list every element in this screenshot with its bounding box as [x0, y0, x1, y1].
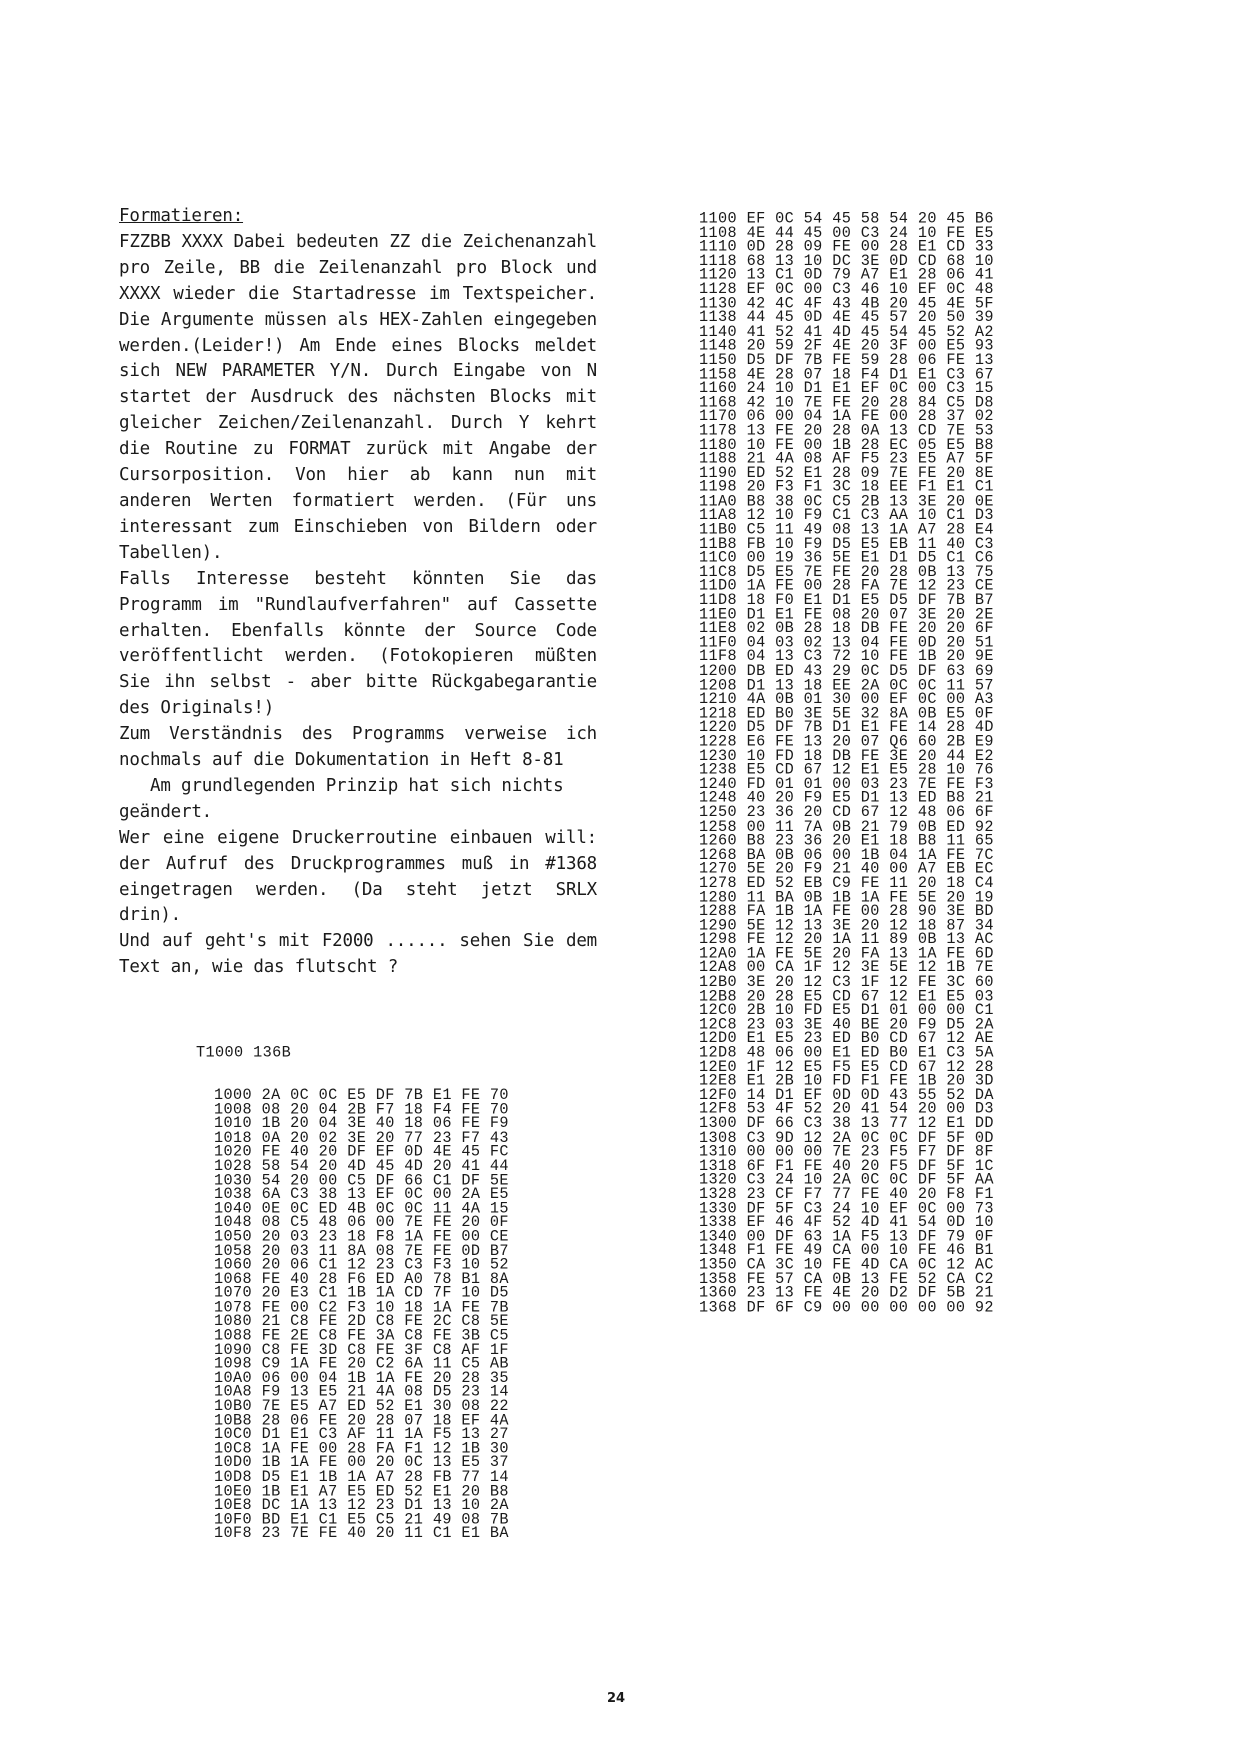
hex-dump-line: 12A8 00 CA 1F 12 3E 5E 12 1B 7E — [699, 958, 994, 977]
hex-dump-line: 1048 08 C5 48 06 00 7E FE 20 0F — [214, 1212, 509, 1232]
hex-dump-line: 1138 44 45 0D 4E 45 57 20 50 39 — [699, 307, 994, 327]
hex-dump-line: 1228 E6 FE 13 20 07 Q6 60 2B E9 — [699, 731, 994, 751]
hex-dump-line: 1130 42 4C 4F 43 4B 20 45 4E 5F — [699, 293, 994, 313]
hex-dump-line: 1340 00 DF 63 1A F5 13 DF 79 0F — [699, 1226, 994, 1246]
hex-dump-line: 1160 24 10 D1 E1 EF 0C 00 C3 15 — [699, 378, 994, 398]
hex-dump-line: 1108 4E 44 45 00 C3 24 10 FE E5 — [699, 223, 994, 242]
hex-dump-line: 1110 0D 28 09 FE 00 28 E1 CD 33 — [699, 237, 994, 256]
article-text — [119, 204, 597, 981]
hex-dump-line: 1310 00 00 00 7E 23 F5 F7 DF 8F — [699, 1141, 994, 1161]
hex-dump-line: 1250 23 36 20 CD 67 12 48 06 6F — [699, 802, 994, 822]
hex-dump-line: 12D8 48 06 00 E1 ED B0 E1 C3 5A — [699, 1042, 994, 1062]
hex-dump-line: 1190 ED 52 E1 28 09 7E FE 20 8E — [699, 463, 994, 483]
hex-dump-line: 1020 FE 40 20 DF EF 0D 4E 45 FC — [214, 1142, 509, 1161]
hex-dump-line: 10D0 1B 1A FE 00 20 0C 13 E5 37 — [214, 1453, 509, 1472]
hex-dump-line: 1098 C9 1A FE 20 C2 6A 11 C5 AB — [214, 1354, 509, 1373]
hex-dump-line: 1368 DF 6F C9 00 00 00 00 00 92 — [699, 1297, 994, 1317]
section-heading: Formatieren: — [119, 206, 244, 226]
hex-dump-line: 1158 4E 28 07 18 F4 D1 E1 C3 67 — [699, 364, 994, 384]
hex-dump-line: 1320 C3 24 10 2A 0C 0C DF 5F AA — [699, 1170, 994, 1189]
hex-dump-line: 10E8 DC 1A 13 12 23 D1 13 10 2A — [214, 1495, 509, 1515]
hex-dump-line: 1218 ED B0 3E 5E 32 8A 0B E5 0F — [699, 703, 994, 723]
hex-dump-line: 12C0 2B 10 FD E5 D1 01 00 00 C1 — [699, 1000, 994, 1020]
hex-dump-line: 1278 ED 52 EB C9 FE 11 20 18 C4 — [699, 873, 994, 893]
paragraph: Und auf geht's mit F2000 ...... sehen Sie dem Text an, wie das flutscht ? — [119, 931, 597, 978]
hex-dump-line: 1268 BA 0B 06 00 1B 04 1A FE 7C — [699, 845, 994, 864]
hex-dump-line: 1058 20 03 11 8A 08 7E FE 0D B7 — [214, 1241, 509, 1260]
hex-dump-line: 11B0 C5 11 49 08 13 1A A7 28 E4 — [699, 519, 994, 539]
hex-dump-line: 1240 FD 01 01 00 03 23 7E FE F3 — [699, 774, 994, 794]
hex-dump-line: 1060 20 06 C1 12 23 C3 F3 10 52 — [214, 1255, 509, 1274]
hex-dump-line: 1188 21 4A 08 AF F5 23 E5 A7 5F — [699, 449, 994, 468]
hex-dump-line: 1178 13 FE 20 28 0A 13 CD 7E 53 — [699, 420, 994, 440]
hex-dump-line: 1270 5E 20 F9 21 40 00 A7 EB EC — [699, 859, 994, 878]
dump-command: T1000 136B — [196, 1043, 292, 1062]
hex-dump-line: 12A0 1A FE 5E 20 FA 13 1A FE 6D — [699, 944, 994, 963]
hex-dump-line: 1358 FE 57 CA 0B 13 FE 52 CA C2 — [699, 1269, 994, 1288]
hex-dump-line: 1328 23 CF F7 77 FE 40 20 F8 F1 — [699, 1184, 994, 1204]
hex-dump-line: 1140 41 52 41 4D 45 54 45 52 A2 — [699, 321, 994, 341]
hex-dump-line: 1068 FE 40 28 F6 ED A0 78 B1 8A — [214, 1269, 509, 1289]
hex-dump-line: 10F0 BD E1 C1 E5 C5 21 49 08 7B — [214, 1509, 509, 1529]
hex-dump-line: 1118 68 13 10 DC 3E 0D CD 68 10 — [699, 251, 994, 271]
paragraph: Zum Verständnis des Programms verweise ich nochmals auf die Dokumentation in Heft 8-81 — [119, 724, 597, 771]
hex-dump-line: 1318 6F F1 FE 40 20 F5 DF 5F 1C — [699, 1156, 994, 1175]
hex-dump-line: 11C8 D5 E5 7E FE 20 28 0B 13 75 — [699, 562, 994, 582]
hex-dump-line: 10F8 23 7E FE 40 20 11 C1 E1 BA — [214, 1523, 509, 1543]
hex-dump-line: 1208 D1 13 18 EE 2A 0C 0C 11 57 — [699, 675, 994, 695]
hex-dump-line: 12D0 E1 E5 23 ED B0 CD 67 12 AE — [699, 1028, 994, 1048]
hex-dump-line: 11A0 B8 38 0C C5 2B 13 3E 20 0E — [699, 491, 994, 511]
hex-dump-line: 1258 00 11 7A 0B 21 79 0B ED 92 — [699, 816, 994, 836]
hex-dump-line: 1050 20 03 23 18 F8 1A FE 00 CE — [214, 1226, 509, 1246]
hex-dump-line: 1070 20 E3 C1 1B 1A CD 7F 10 D5 — [214, 1283, 509, 1303]
hex-dump-line: 1148 20 59 2F 4E 20 3F 00 E5 93 — [699, 336, 994, 355]
hex-dump-line: 1230 10 FD 18 DB FE 3E 20 44 E2 — [699, 746, 994, 765]
hex-dump-left — [196, 1018, 509, 1541]
hex-dump-line: 1330 DF 5F C3 24 10 EF 0C 00 73 — [699, 1198, 994, 1218]
hex-dump-line: 1288 FA 1B 1A FE 00 28 90 3E BD — [699, 901, 994, 921]
hex-dump-line: 1120 13 C1 0D 79 A7 E1 28 06 41 — [699, 265, 994, 285]
hex-dump-line: 1290 5E 12 13 3E 20 12 18 87 34 — [699, 915, 994, 935]
hex-dump-line: 12C8 23 03 3E 40 BE 20 F9 D5 2A — [699, 1014, 994, 1034]
paragraph: Wer eine eigene Druckerroutine einbauen will: der Aufruf des Druckprogrammes muß in #1368 eingetragen werden. (Da steht jetzt SRLX drin). — [119, 827, 597, 926]
hex-dump-line: 11F0 04 03 02 13 04 FE 0D 20 51 — [699, 633, 994, 652]
hex-dump-line: 1030 54 20 00 C5 DF 66 C1 DF 5E — [214, 1170, 509, 1190]
hex-dump-line: 1078 FE 00 C2 F3 10 18 1A FE 7B — [214, 1297, 509, 1317]
hex-dump-line: 11D8 18 F0 E1 D1 E5 D5 DF 7B B7 — [699, 590, 994, 610]
hex-dump-line: 11F8 04 13 C3 72 10 FE 1B 20 9E — [699, 647, 994, 666]
hex-dump-line: 1260 B8 23 36 20 E1 18 B8 11 65 — [699, 830, 994, 850]
hex-dump-line: 1248 40 20 F9 E5 D1 13 ED B8 21 — [699, 788, 994, 808]
hex-dump-line: 1238 E5 CD 67 12 E1 E5 28 10 76 — [699, 760, 994, 779]
hex-dump-line: 1040 0E 0C ED 4B 0C 0C 11 4A 15 — [214, 1198, 509, 1218]
hex-dump-line: 1080 21 C8 FE 2D C8 FE 2C C8 5E — [214, 1311, 509, 1331]
hex-dump-line: 10B8 28 06 FE 20 28 07 18 EF 4A — [214, 1410, 509, 1430]
hex-dump-line: 1038 6A C3 38 13 EF 0C 00 2A E5 — [214, 1184, 509, 1204]
hex-dump-line: 10A8 F9 13 E5 21 4A 08 D5 23 14 — [214, 1382, 509, 1402]
hex-dump-line: 12E8 E1 2B 10 FD F1 FE 1B 20 3D — [699, 1071, 994, 1090]
hex-dump-line: 1170 06 00 04 1A FE 00 28 37 02 — [699, 406, 994, 426]
page-number: 24 — [607, 1691, 626, 1706]
hex-dump-line: 10A0 06 00 04 1B 1A FE 20 28 35 — [214, 1368, 509, 1388]
paragraph: Falls Interesse besteht könnten Sie das Programm im "Rundlaufverfahren" auf Cassette erhalten. Ebenfalls könnte der Source Code veröffentlicht werden. (Fotokopieren müßten Sie ihn selbst - aber bitte Rückgabegarantie des Originals!) — [119, 568, 597, 719]
hex-dump-line: 1298 FE 12 20 1A 11 89 0B 13 AC — [699, 929, 994, 949]
hex-dump-line: 10D8 D5 E1 1B 1A A7 28 FB 77 14 — [214, 1467, 509, 1486]
paragraph: FZZBB XXXX Dabei bedeuten ZZ die Zeichenanzahl pro Zeile, BB die Zeilenanzahl pro Block und XXXX wieder die Startadresse im Textspeicher. Die Argumente müssen als HEX-Zahlen eingegeben werden.(Leider!) Am Ende eines Blocks meldet sich NEW PARAMETER Y/N. Durch Eingabe von N startet der Ausdruck des nächsten Blocks mit gleicher Zeichen/Zeilenanzahl. Durch Y kehrt die Routine zu FORMAT zurück mit Angabe der Cursorposition. Von hier ab kann nun mit anderen Werten formatiert werden. (Für uns interessant zum Einschieben von Bildern oder Tabellen). — [119, 231, 597, 563]
hex-dump-line: 10C8 1A FE 00 28 FA F1 12 1B 30 — [214, 1439, 509, 1458]
hex-dump-line: 11A8 12 10 F9 C1 C3 AA 10 C1 D3 — [699, 505, 994, 525]
hex-dump-line: 1300 DF 66 C3 38 13 77 12 E1 DD — [699, 1113, 994, 1133]
hex-dump-line: 1100 EF 0C 54 45 58 54 20 45 B6 — [699, 208, 994, 228]
hex-dump-line: 1210 4A 0B 01 30 00 EF 0C 00 A3 — [699, 689, 994, 709]
hex-dump-line: 1350 CA 3C 10 FE 4D CA 0C 12 AC — [699, 1255, 994, 1274]
hex-dump-line: 12F0 14 D1 EF 0D 0D 43 55 52 DA — [699, 1085, 994, 1105]
hex-dump-line: 11B8 FB 10 F9 D5 E5 EB 11 40 C3 — [699, 534, 994, 553]
hex-dump-line: 10C0 D1 E1 C3 AF 11 1A F5 13 27 — [214, 1424, 509, 1444]
hex-dump-line: 10E0 1B E1 A7 E5 ED 52 E1 20 B8 — [214, 1481, 509, 1501]
hex-dump-line: 1198 20 F3 F1 3C 18 EE F1 E1 C1 — [699, 477, 994, 497]
hex-dump-line: 10B0 7E E5 A7 ED 52 E1 30 08 22 — [214, 1396, 509, 1416]
hex-dump-line: 11E0 D1 E1 FE 08 20 07 3E 20 2E — [699, 604, 994, 624]
hex-dump-line: 1348 F1 FE 49 CA 00 10 FE 46 B1 — [699, 1240, 994, 1260]
hex-dump-line: 1308 C3 9D 12 2A 0C 0C DF 5F 0D — [699, 1127, 994, 1147]
hex-dump-right — [699, 208, 994, 1317]
hex-dump-line: 12B0 3E 20 12 C3 1F 12 FE 3C 60 — [699, 972, 994, 992]
hex-dump-line: 12E0 1F 12 E5 F5 E5 CD 67 12 28 — [699, 1057, 994, 1076]
hex-dump-line: 1018 0A 20 02 3E 20 77 23 F7 43 — [214, 1127, 509, 1147]
hex-dump-line: 12B8 20 28 E5 CD 67 12 E1 E5 03 — [699, 986, 994, 1006]
hex-dump-line: 1088 FE 2E C8 FE 3A C8 FE 3B C5 — [214, 1325, 509, 1345]
hex-dump-line: 1090 C8 FE 3D C8 FE 3F C8 AF 1F — [214, 1340, 509, 1359]
hex-dump-line: 1180 10 FE 00 1B 28 EC 05 E5 B8 — [699, 435, 994, 454]
hex-dump-line: 1028 58 54 20 4D 45 4D 20 41 44 — [214, 1156, 509, 1175]
hex-dump-line: 1280 11 BA 0B 1B 1A FE 5E 20 19 — [699, 887, 994, 907]
hex-dump-line: 1000 2A 0C 0C E5 DF 7B E1 FE 70 — [214, 1085, 509, 1105]
hex-dump-line: 1220 D5 DF 7B D1 E1 FE 14 28 4D — [699, 717, 994, 737]
hex-dump-line: 1128 EF 0C 00 C3 46 10 EF 0C 48 — [699, 279, 994, 299]
hex-dump-line: 1008 08 20 04 2B F7 18 F4 FE 70 — [214, 1099, 509, 1119]
hex-dump-line: 1168 42 10 7E FE 20 28 84 C5 D8 — [699, 392, 994, 412]
hex-dump-line: 12F8 53 4F 52 20 41 54 20 00 D3 — [699, 1099, 994, 1119]
hex-dump-line: 11D0 1A FE 00 28 FA 7E 12 23 CE — [699, 576, 994, 596]
hex-dump-line: 1360 23 13 FE 4E 20 D2 DF 5B 21 — [699, 1283, 994, 1303]
hex-dump-line: 1200 DB ED 43 29 0C D5 DF 63 69 — [699, 661, 994, 680]
hex-dump-line: 1010 1B 20 04 3E 40 18 06 FE F9 — [214, 1113, 509, 1133]
hex-dump-line: 11C0 00 19 36 5E E1 D1 D5 C1 C6 — [699, 548, 994, 567]
paragraph: Am grundlegenden Prinzip hat sich nichts geändert. — [119, 775, 574, 822]
hex-dump-line: 1338 EF 46 4F 52 4D 41 54 0D 10 — [699, 1212, 994, 1232]
hex-dump-line: 11E8 02 0B 28 18 DB FE 20 20 6F — [699, 618, 994, 638]
hex-dump-line: 1150 D5 DF 7B FE 59 28 06 FE 13 — [699, 350, 994, 369]
